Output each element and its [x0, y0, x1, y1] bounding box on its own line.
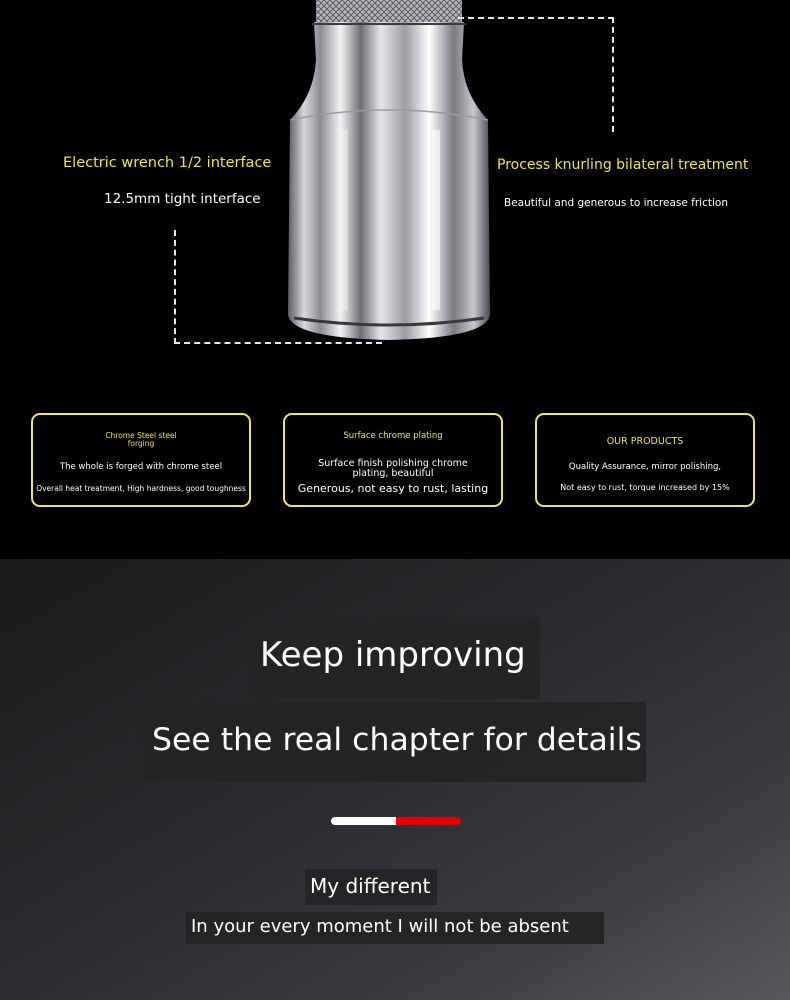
callout-right-subtitle: Beautiful and generous to increase friction [504, 197, 728, 209]
slogan-my-different: My different [305, 869, 437, 905]
feature-card-forging [31, 413, 251, 507]
callout-left-subtitle: 12.5mm tight interface [104, 191, 261, 207]
slogan-every-moment: In your every moment I will not be absent [186, 912, 604, 944]
chrome-socket-image [282, 0, 496, 345]
slogan-section [0, 559, 790, 1000]
feature-card-line: Quality Assurance, mirror polishing, [568, 462, 722, 472]
feature-card-line: Surface finish polishing chrome plating, beautiful [318, 458, 468, 480]
feature-card-line: Generous, not easy to rust, lasting [297, 482, 489, 495]
feature-card-line: Overall heat treatment, High hardness, good toughness [36, 484, 246, 493]
callout-leader-left-vertical [174, 230, 176, 344]
progress-bar-fill [331, 817, 396, 825]
callout-left-title: Electric wrench 1/2 interface [63, 155, 272, 171]
headline-see-details: See the real chapter for details [142, 702, 646, 782]
callout-leader-left-horizontal [174, 342, 382, 344]
feature-card-products [535, 413, 755, 507]
feature-card-plating [283, 413, 503, 507]
feature-card-line: Not easy to rust, torque increased by 15% [560, 483, 730, 492]
headline-keep-improving: Keep improving [250, 617, 540, 699]
feature-card-title: Surface chrome plating [343, 431, 443, 441]
callout-leader-right-horizontal [458, 17, 614, 19]
callout-right-title: Process knurling bilateral treatment [497, 157, 749, 173]
feature-card-title: Chrome Steel steel forging [105, 431, 177, 449]
progress-bar [331, 817, 461, 825]
feature-card-line: The whole is forged with chrome steel [59, 462, 223, 472]
feature-card-title: OUR PRODUCTS [606, 436, 684, 447]
callout-leader-right-vertical [612, 17, 614, 132]
